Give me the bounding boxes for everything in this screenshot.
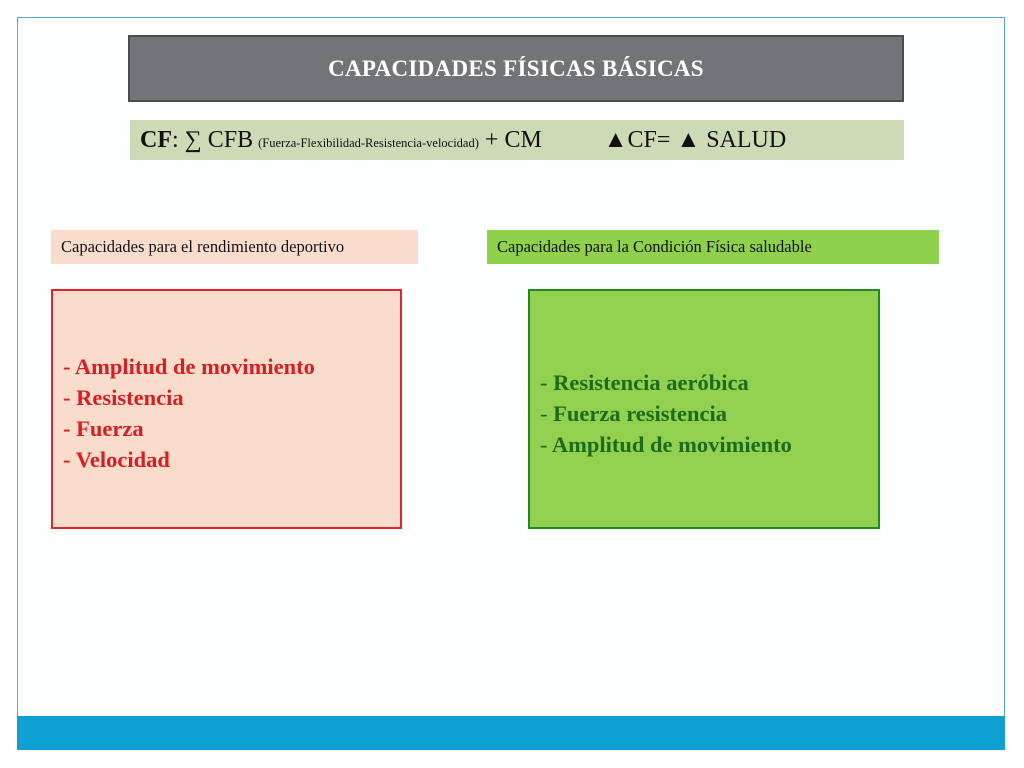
list-dash: - — [540, 370, 548, 395]
formula-plus-cm: + CM — [484, 126, 542, 153]
label-rendimiento — [51, 230, 418, 264]
list-item: - Amplitud de movimiento — [63, 354, 315, 379]
label-rendimiento-text: Capacidades para el rendimiento deportivo — [61, 237, 345, 256]
list-item: - Resistencia — [63, 385, 184, 410]
slide-title — [128, 35, 904, 102]
formula-salud: ▲CF= ▲ SALUD — [603, 126, 787, 153]
footer-bar — [17, 716, 1005, 750]
rendimiento-list — [51, 289, 402, 529]
list-text: Resistencia aeróbica — [547, 370, 749, 395]
list-dash: - — [540, 432, 548, 457]
formula-banner — [130, 120, 904, 160]
list-text: Fuerza resistencia — [547, 401, 728, 426]
label-salud-text: Capacidades para la Condición Física saludable — [497, 237, 812, 256]
list-item: - Velocidad — [63, 447, 170, 472]
formula-sum: : ∑ CFB — [172, 126, 254, 153]
slide-title-text: CAPACIDADES FÍSICAS BÁSICAS — [328, 55, 704, 81]
list-text: Amplitud de movimiento — [547, 432, 792, 457]
list-item: - Fuerza — [63, 416, 144, 441]
list-dash: - — [540, 401, 548, 426]
list-item — [540, 367, 878, 398]
label-salud — [487, 230, 939, 264]
formula-cf: CF — [140, 126, 172, 153]
salud-list — [528, 289, 880, 529]
list-item — [540, 429, 878, 460]
formula-detail: (Fuerza-Flexibilidad-Resistencia-velocidad) — [258, 135, 479, 150]
list-item — [540, 398, 878, 429]
